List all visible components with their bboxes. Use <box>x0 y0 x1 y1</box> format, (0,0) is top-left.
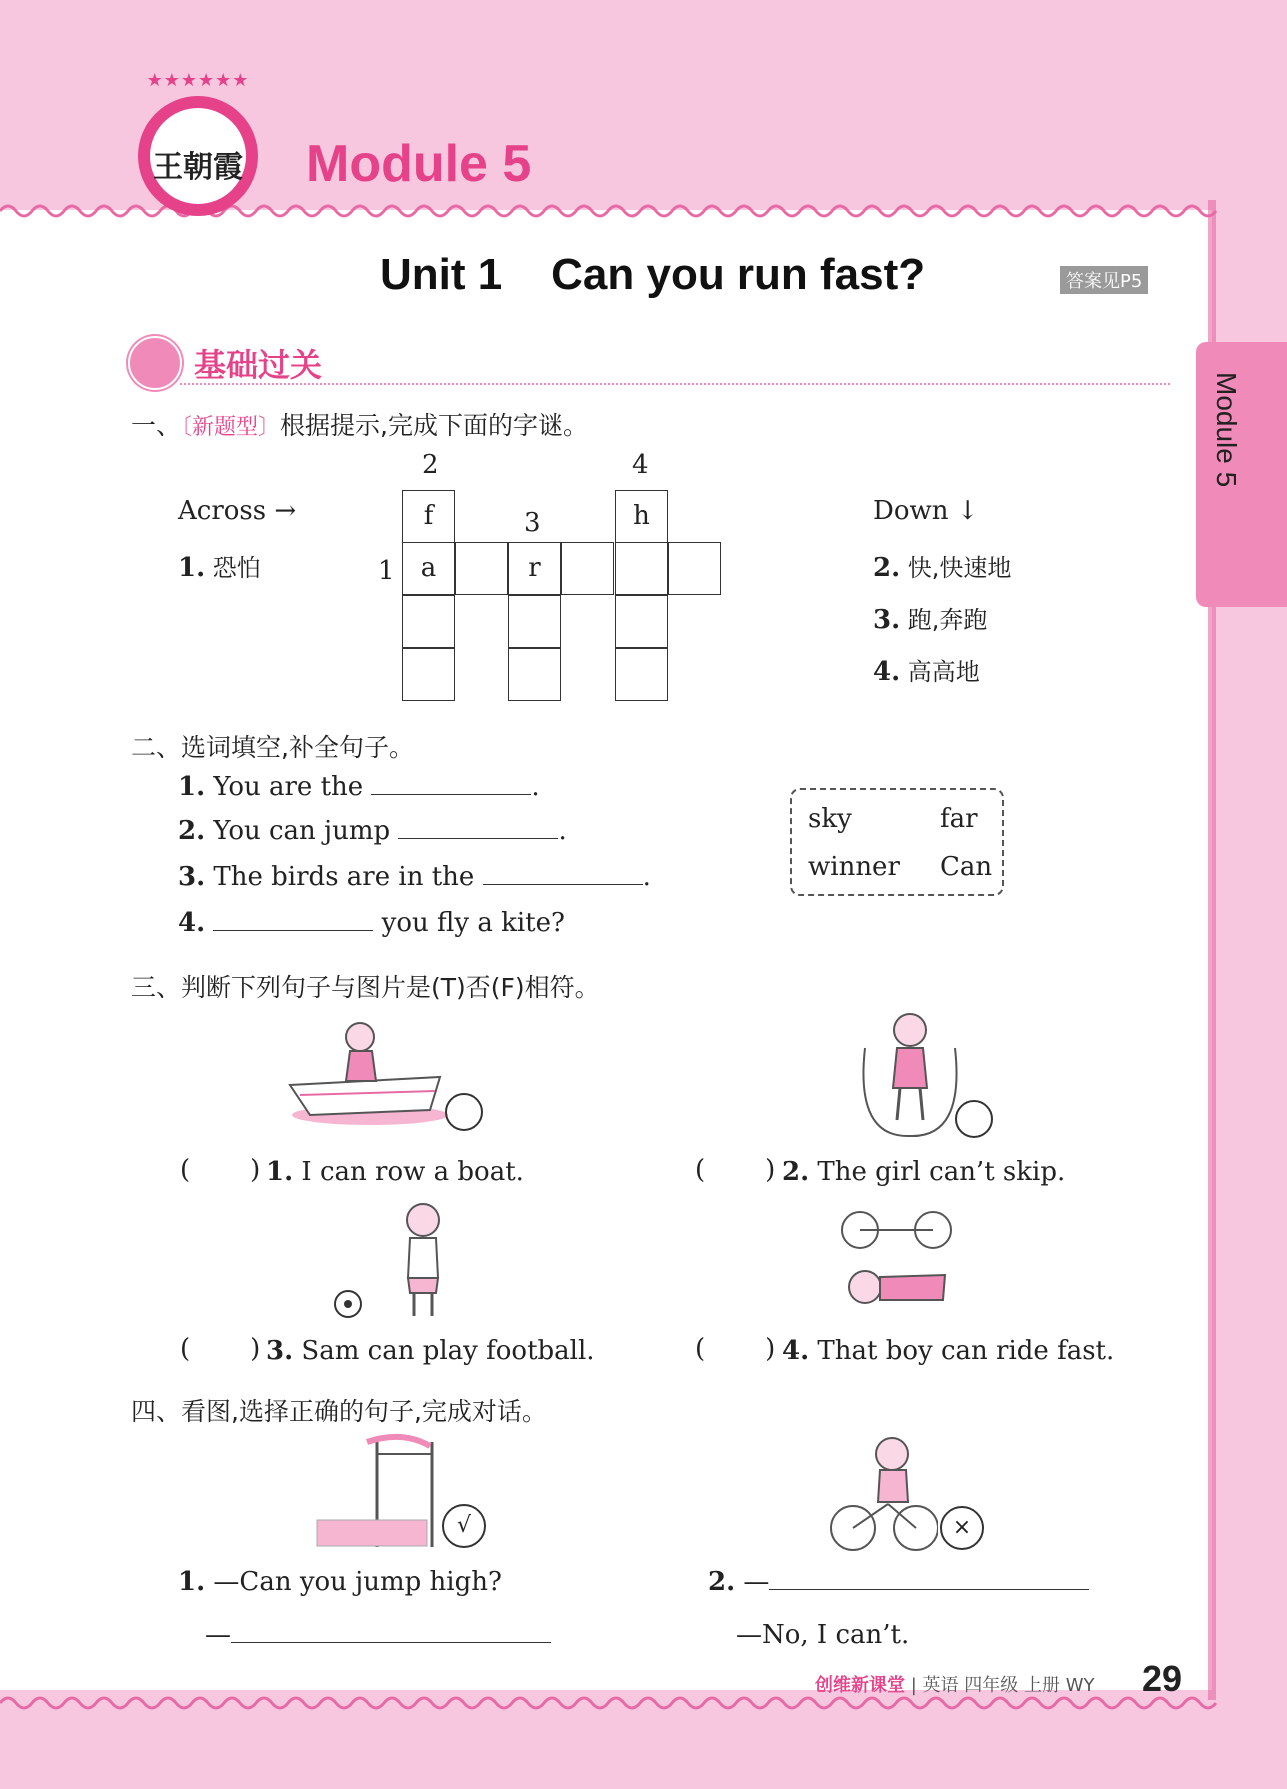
grid-cell[interactable] <box>402 648 455 701</box>
q2-item-3 <box>178 862 651 892</box>
item-text: Sam can play football. <box>293 1336 595 1366</box>
q2-item-1 <box>178 772 540 802</box>
item-num: 1. <box>178 1567 206 1597</box>
answer-blank[interactable] <box>213 930 373 931</box>
answer-paren[interactable] <box>695 1334 775 1364</box>
grid-number-4: 4 <box>632 450 649 480</box>
q4-dialog-1-answer <box>205 1620 551 1650</box>
paren-close: ) <box>765 1155 776 1185</box>
grid-cell[interactable] <box>508 648 561 701</box>
section-girl-icon <box>128 336 182 390</box>
paren-open: ( <box>695 1334 706 1364</box>
down-clue <box>873 548 1011 583</box>
clue-text: 跑,奔跑 <box>900 606 988 634</box>
word-bank-box <box>790 788 1004 896</box>
clue-text: 恐怕 <box>205 554 261 582</box>
logo-text: 王朝霞 <box>153 150 243 185</box>
grid-cell[interactable]: f <box>402 490 455 543</box>
dialog-dash: — <box>735 1567 770 1597</box>
item-num: 2. <box>708 1567 736 1597</box>
side-tab-label: Module 5 <box>1211 372 1242 488</box>
paren-open: ( <box>180 1334 191 1364</box>
girl-high-jump-illustration <box>312 1432 442 1552</box>
item-text: That boy can ride fast. <box>809 1336 1115 1366</box>
grid-number-2: 2 <box>422 450 439 480</box>
word-option: winner <box>808 852 900 882</box>
down-clue <box>873 652 980 687</box>
answer-blank[interactable] <box>231 1642 551 1643</box>
brand-logo <box>138 70 258 216</box>
item-text: you fly a kite? <box>373 908 565 938</box>
item-text: . <box>642 862 651 892</box>
grid-cell[interactable] <box>615 595 668 648</box>
item-num: 4. <box>782 1336 810 1366</box>
clue-num: 2. <box>873 553 901 583</box>
q4-dialog-2-answer: —No, I can’t. <box>736 1620 910 1650</box>
grid-cell[interactable] <box>455 542 508 595</box>
answer-blank[interactable] <box>371 794 531 795</box>
smiley-icon <box>445 1093 483 1131</box>
word-option: sky <box>808 804 852 834</box>
item-text: You can jump <box>205 816 399 846</box>
footer-brand-name: 创维新课堂 <box>815 1675 905 1696</box>
paren-open: ( <box>695 1155 706 1185</box>
footer-separator: | <box>910 1675 917 1696</box>
across-label: Across → <box>178 496 297 526</box>
boy-with-football-illustration <box>328 1198 458 1320</box>
grid-cell[interactable]: a <box>402 542 455 595</box>
girl-riding-bike-illustration <box>828 1436 938 1554</box>
grid-cell[interactable] <box>561 542 614 595</box>
paren-close: ) <box>250 1334 261 1364</box>
grid-cell[interactable] <box>508 595 561 648</box>
q4-dialog-1-question <box>178 1567 502 1597</box>
word-option: Can <box>940 852 993 882</box>
item-text: I can row a boat. <box>293 1157 524 1187</box>
grid-cell[interactable]: h <box>615 490 668 543</box>
q3-item-1 <box>266 1157 524 1187</box>
paren-close: ) <box>250 1155 261 1185</box>
footer-edition: WY <box>1065 1675 1095 1696</box>
answer-blank[interactable] <box>483 884 643 885</box>
q4-dialog-2-question <box>708 1567 1089 1597</box>
girl-rowing-boat-illustration <box>280 1015 450 1130</box>
q1-instruction: 根据提示,完成下面的字谜。 <box>280 411 588 440</box>
paren-close: ) <box>765 1334 776 1364</box>
grid-number-3: 3 <box>524 508 541 538</box>
footer-subject: 英语 <box>922 1675 959 1696</box>
cross-mark-icon: × <box>940 1506 984 1550</box>
word-option: far <box>940 804 978 834</box>
page-number: 29 <box>1142 1658 1183 1699</box>
item-text: The birds are in the <box>205 862 483 892</box>
clue-num: 4. <box>873 657 901 687</box>
footer-term: 上册 <box>1024 1675 1061 1696</box>
item-num: 3. <box>266 1336 294 1366</box>
section-title: 基础过关 <box>194 346 323 384</box>
answer-paren[interactable] <box>695 1155 775 1185</box>
answer-blank[interactable] <box>398 838 558 839</box>
q3-heading: 三、判断下列句子与图片是(T)否(F)相符。 <box>131 973 600 1002</box>
boy-fallen-bike-illustration <box>825 1205 960 1320</box>
unit-title: Unit 1 Can you run fast? <box>380 250 926 299</box>
item-num: 4. <box>178 908 206 938</box>
answer-blank[interactable] <box>769 1589 1089 1590</box>
item-text: . <box>531 772 540 802</box>
dialog-text: —Can you jump high? <box>205 1567 502 1597</box>
side-tab <box>1196 342 1287 607</box>
clue-text: 高高地 <box>900 658 980 686</box>
clue-num: 1. <box>178 553 206 583</box>
q3-item-4 <box>782 1336 1114 1366</box>
q2-item-2 <box>178 816 567 846</box>
smiley-icon <box>955 1100 993 1138</box>
star-icon: ★★★★★★ <box>146 70 250 91</box>
grid-number-1: 1 <box>378 556 395 586</box>
footer-brand <box>815 1671 1095 1697</box>
item-text: The girl can’t skip. <box>809 1157 1066 1187</box>
q1-heading <box>131 406 588 442</box>
item-num: 1. <box>266 1157 294 1187</box>
item-num: 2. <box>178 816 206 846</box>
new-question-tag: 〔新题型〕 <box>181 415 281 440</box>
answer-reference-badge: 答案见P5 <box>1060 266 1148 294</box>
grid-cell[interactable] <box>668 542 721 595</box>
across-clue <box>178 548 261 583</box>
paren-open: ( <box>180 1155 191 1185</box>
q3-item-2 <box>782 1157 1065 1187</box>
q2-heading: 二、选词填空,补全句子。 <box>131 733 414 762</box>
down-clue <box>873 600 987 635</box>
check-mark-icon: √ <box>442 1504 486 1548</box>
grid-cell[interactable] <box>615 542 668 595</box>
answer-paren[interactable] <box>180 1334 260 1364</box>
item-text: . <box>558 816 567 846</box>
clue-text: 快,快速地 <box>900 554 1012 582</box>
item-num: 1. <box>178 772 206 802</box>
section-divider <box>180 383 1170 385</box>
module-title: Module 5 <box>306 135 532 193</box>
footer-grade: 四年级 <box>964 1675 1019 1696</box>
grid-cell[interactable] <box>615 648 668 701</box>
item-text <box>205 908 213 938</box>
grid-cell[interactable] <box>402 595 455 648</box>
clue-num: 3. <box>873 605 901 635</box>
answer-paren[interactable] <box>180 1155 260 1185</box>
q1-prefix: 一、 <box>131 411 182 440</box>
q2-item-4 <box>178 908 565 938</box>
item-num: 3. <box>178 862 206 892</box>
item-num: 2. <box>782 1157 810 1187</box>
down-label: Down ↓ <box>873 496 979 526</box>
q3-item-3 <box>266 1336 595 1366</box>
item-text: You are the <box>205 772 372 802</box>
dialog-dash: — <box>205 1620 231 1650</box>
grid-cell[interactable]: r <box>508 542 561 595</box>
q4-heading: 四、看图,选择正确的句子,完成对话。 <box>131 1397 547 1426</box>
